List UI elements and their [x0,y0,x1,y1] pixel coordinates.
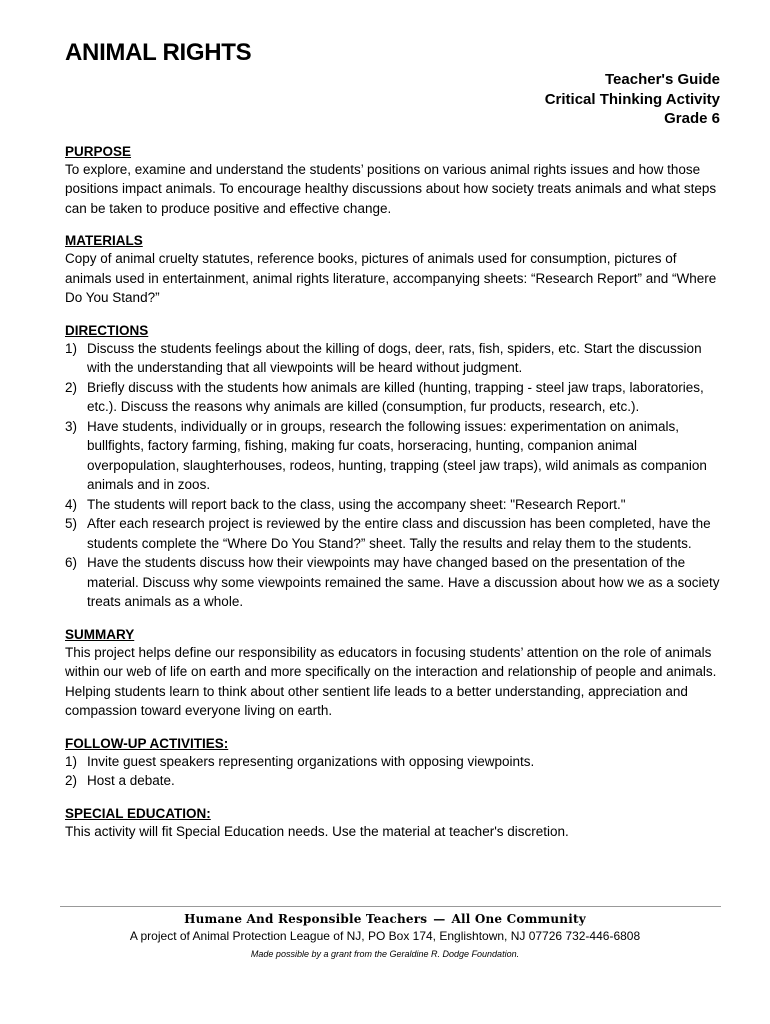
guide-type: Teacher's Guide [605,71,720,88]
guide-grade: Grade 6 [664,110,720,127]
list-text: Have students, individually or in groups, research the following issues: experimentation on animals, bullfights, factory farming, fishing, making fur coats, horseracing, hunting, companion animal overpopulation, slaughterhouses, rodeos, hunting, trapping (steel jaw traps), wild animals as companion animals and in zoos. [87,418,707,492]
list-item [65,514,720,553]
list-text: Host a debate. [87,773,175,788]
materials-heading: MATERIALS [65,233,143,248]
purpose-heading: PURPOSE [65,143,132,159]
list-item [65,495,720,515]
list-text: Have the students discuss how their viewpoints may have changed based on the presentation of the material. Discuss why some viewpoints remained the same. Have a discussion about how we as a society treats animals as a whole. [87,555,720,609]
footer-organization [0,911,770,928]
list-text: Discuss the students feelings about the killing of dogs, deer, rats, fish, spiders, etc. Start the discussion with the understanding that all viewpoints will be heard without judgment. [87,340,702,375]
document-page [65,38,720,841]
guide-activity: Critical Thinking Activity [544,90,720,108]
followup-heading: FOLLOW-UP ACTIVITIES: [65,735,229,751]
special-education-section [65,805,720,842]
list-number: 6) [65,555,78,570]
list-text: The students will report back to the class, using the accompany sheet: "Research Report." [87,496,626,512]
list-number: 1) [65,753,78,769]
list-number: 2) [65,379,78,395]
list-number: 5) [65,516,78,531]
list-item [65,771,720,791]
directions-list [65,339,720,612]
special-education-heading: SPECIAL EDUCATION: [65,805,211,821]
list-item [65,752,720,772]
footer-address: A project of Animal Protection League of NJ, PO Box 174, Englishtown, NJ 07726 732-446-6808 [129,929,641,943]
directions-heading: DIRECTIONS [65,322,149,338]
followup-list [65,752,720,791]
directions-section [65,322,720,612]
footer-credit: Made possible by a grant from the Geraldine R. Dodge Foundation. [250,949,520,959]
footer-divider [60,906,721,907]
footer-org-tagline: All One Community [451,912,586,926]
purpose-section [65,143,720,219]
materials-body: Copy of animal cruelty statutes, reference books, pictures of animals used for consumption, pictures of animals used in entertainment, animal rights literature, accompanying sheets: “Research Report” and “Where Do You Stand?” [65,251,717,305]
list-number: 3) [65,418,78,434]
summary-section [65,626,720,721]
list-text: Briefly discuss with the students how animals are killed (hunting, trapping - steel jaw traps, laboratories, etc.). Discuss the reasons why animals are killed (consumption, fur products, research, etc.). [87,379,704,414]
special-education-body: This activity will fit Special Education needs. Use the material at teacher's discretion. [65,823,569,839]
list-number: 2) [65,773,78,788]
summary-heading: SUMMARY [65,626,135,642]
purpose-body: To explore, examine and understand the students’ positions on various animal rights issues and how those positions impact animals. To encourage healthy discussions about how society treats animals and what steps can be taken to produce positive and effective change. [65,161,717,216]
materials-section [65,232,720,308]
document-title: ANIMAL RIGHTS [65,39,252,66]
page-footer [0,911,770,961]
list-text: After each research project is reviewed by the entire class and discussion has been completed, have the students complete the “Where Do You Stand?” sheet. Tally the results and relay them to the students. [87,516,711,551]
footer-org-separator: — [433,912,446,926]
list-item [65,378,720,417]
list-item [65,417,720,495]
footer-org-name: Humane And Responsible Teachers [184,912,428,926]
list-item [65,339,720,378]
list-text: Invite guest speakers representing organizations with opposing viewpoints. [87,753,535,769]
list-number: 1) [65,340,78,356]
guide-info [65,70,720,129]
list-item [65,553,720,612]
list-number: 4) [65,496,78,512]
summary-body: This project helps define our responsibility as educators in focusing students’ attention on the role of animals within our web of life on earth and more specifically on the interaction and relationship of people and animals. Helping students learn to think about other sentient life leads to a better understanding, appreciation and compassion toward everyone living on earth. [65,644,717,718]
followup-section [65,735,720,791]
